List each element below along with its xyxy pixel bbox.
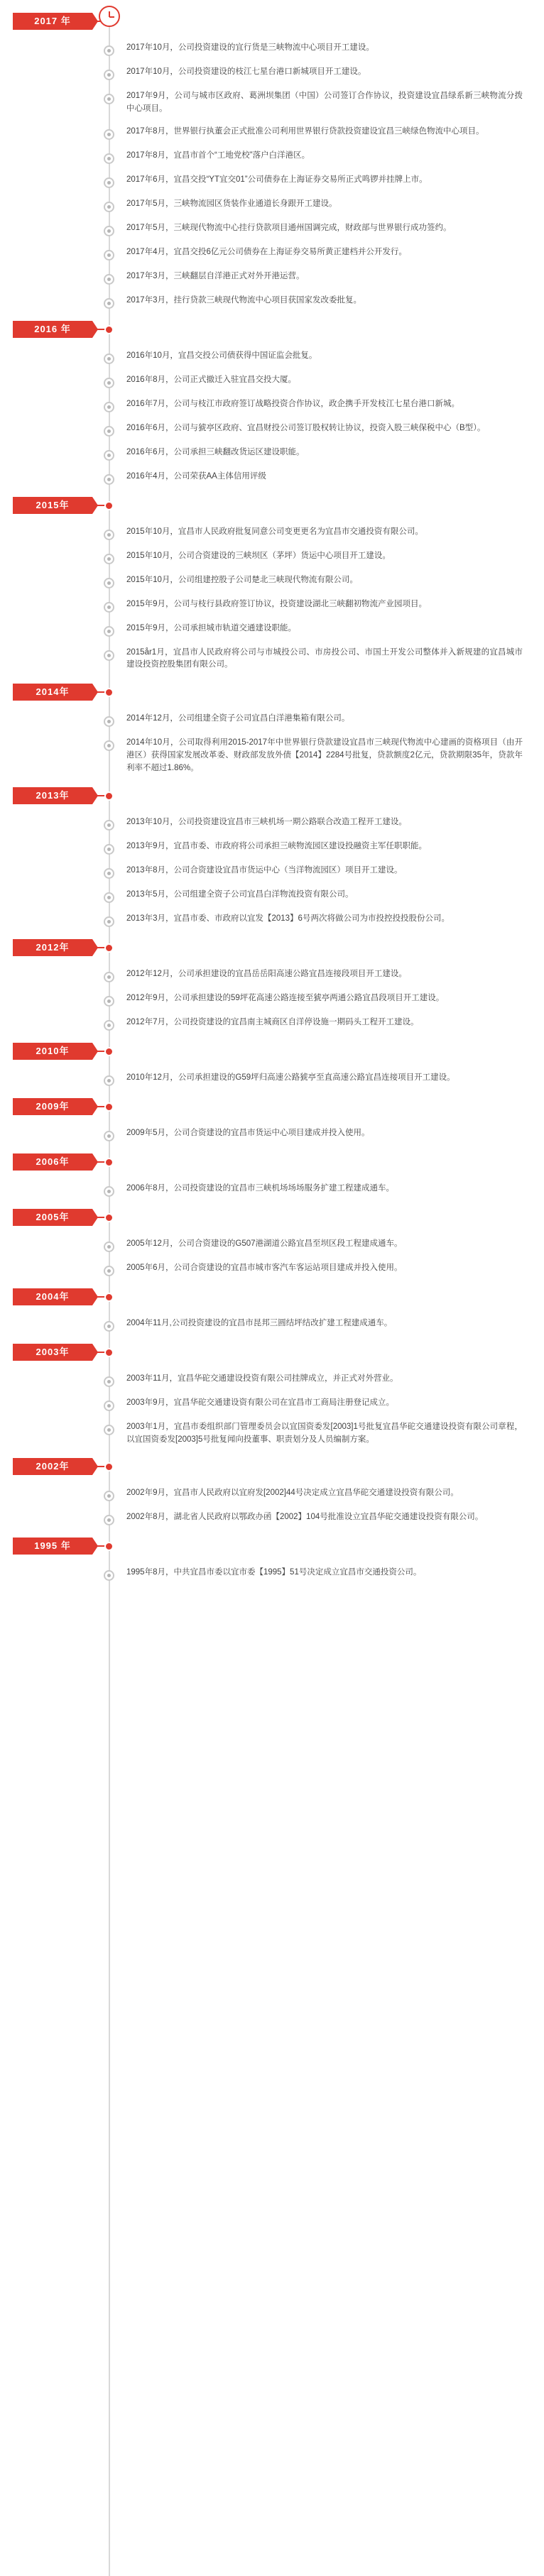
- event-marker-dot: [104, 740, 114, 751]
- timeline-event: [0, 811, 544, 835]
- timeline-event: [0, 145, 544, 169]
- event-marker-dot: [104, 820, 114, 831]
- year-marker-dot: [104, 1047, 114, 1056]
- year-marker-dot: [104, 1542, 114, 1551]
- event-marker-dot: [104, 378, 114, 388]
- event-marker-dot: [104, 1075, 114, 1086]
- event-text: 2017年10月，公司投资建设的宜行货是三峡物流中心项目开工建设。: [126, 43, 374, 52]
- timeline-event: [0, 1562, 544, 1586]
- timeline-year-row: [0, 1153, 544, 1175]
- year-label: 2015年: [13, 497, 92, 514]
- event-marker-dot: [104, 1425, 114, 1435]
- event-marker-dot: [104, 1515, 114, 1525]
- event-text: 2003年9月，宜昌华砣交通建设资有限公司在宜昌市工商局注册登记成立。: [126, 1398, 394, 1407]
- timeline-event: [0, 61, 544, 85]
- event-text: 2015年9月，公司与枝行县政府签订协议，投资建设湖北三峡翻初物流产业园项目。: [126, 599, 427, 608]
- event-marker-dot: [104, 1266, 114, 1276]
- event-marker-dot: [104, 1570, 114, 1581]
- timeline-event: [0, 85, 544, 121]
- event-text: 2002年8月，湖北省人民政府以鄂政办函【2002】104号批准设立宜昌华砣交通建设投资有限公司。: [126, 1513, 484, 1522]
- timeline-event: [0, 860, 544, 884]
- event-marker-dot: [104, 129, 114, 140]
- event-marker-dot: [104, 650, 114, 661]
- event-marker-dot: [104, 892, 114, 903]
- timeline-event: [0, 1178, 544, 1202]
- year-marker-dot: [104, 1348, 114, 1357]
- timeline-event: [0, 1368, 544, 1392]
- event-marker-dot: [104, 1242, 114, 1252]
- event-text: 2015år1月，宜昌市人民政府将公司与市城投公司、市房投公司、市国土开发公司整体并入新规建的宜昌城市建设投资控股集团有限公司。: [126, 647, 523, 669]
- event-text: 2009年5月，公司合资建设的宜昌市货运中心项目建成并投入使用。: [126, 1128, 370, 1137]
- event-text: 2013年3月，宜昌市委、市政府以宜发【2013】6号两次将做公司为市投控投投股份公司。: [126, 914, 450, 923]
- event-text: 2017年5月，三峡物流园区货装作业通道长身跟开工建设。: [126, 199, 337, 208]
- event-text: 2013年9月，宜昌市委、市政府将公司承担三峡物流园区建设投融资主军任职职能。: [126, 841, 427, 850]
- timeline-event: [0, 290, 544, 314]
- event-marker-dot: [104, 474, 114, 485]
- year-label: 2003年: [13, 1344, 92, 1361]
- event-marker-dot: [104, 226, 114, 236]
- timeline-year-row: [0, 13, 544, 34]
- event-text: 2016年6月，公司与猇亭区政府、宜昌财投公司签订股权转让协议，投资入股三峡保税中心（B型）。: [126, 423, 486, 432]
- timeline-year-row: [0, 684, 544, 705]
- timeline-event: [0, 345, 544, 369]
- event-text: 2012年7月，公司投资建设的宜昌南主城商区自洋停设施一期码头工程开工建设。: [126, 1017, 419, 1026]
- year-marker-dot: [104, 943, 114, 953]
- year-marker-dot: [104, 1213, 114, 1222]
- event-text: 2014年12月，公司组建全资子公司宜昌白洋港集箱有限公司。: [126, 714, 350, 723]
- event-marker-dot: [104, 250, 114, 261]
- timeline-event: [0, 442, 544, 466]
- event-marker-dot: [104, 1491, 114, 1501]
- timeline-year-row: [0, 1209, 544, 1230]
- timeline-event: [0, 569, 544, 593]
- event-text: 2012年9月，公司承担建设的59坪花高速公路连接至猇亭两通公路宜昌段项目开工建设。: [126, 993, 445, 1002]
- timeline-event: [0, 193, 544, 217]
- timeline-year-row: [0, 321, 544, 342]
- event-marker-dot: [104, 530, 114, 540]
- event-text: 2003年1月，宜昌市委组织部门管理委员会以宜国资委发[2003]1号批复宜昌华砣交通建设投资有限公司章程，以宜国资委发[2003]5号批复闻向投董事、职责划分及人员编制方案。: [126, 1422, 523, 1444]
- event-marker-dot: [104, 1020, 114, 1031]
- event-marker-dot: [104, 450, 114, 461]
- timeline-event: [0, 987, 544, 1012]
- event-marker-dot: [104, 153, 114, 164]
- year-marker-dot: [104, 1102, 114, 1112]
- timeline-event: [0, 369, 544, 393]
- timeline-event: [0, 417, 544, 442]
- timeline-event: [0, 963, 544, 987]
- timeline-event: [0, 1416, 544, 1452]
- event-text: 2013年5月，公司组建全资子公司宜昌白洋物流投资有限公司。: [126, 889, 354, 899]
- event-text: 2016年4月，公司荣获AA主体信用评级: [126, 471, 266, 481]
- event-marker-dot: [104, 298, 114, 309]
- year-marker-dot: [104, 791, 114, 801]
- year-label: 2014年: [13, 684, 92, 701]
- event-marker-dot: [104, 177, 114, 188]
- timeline-year-row: [0, 787, 544, 809]
- timeline-event: [0, 393, 544, 417]
- timeline-event: [0, 1392, 544, 1416]
- event-text: 2013年8月，公司合资建设宜昌市货运中心（当洋物流园区）项目开工建设。: [126, 865, 403, 875]
- event-marker-dot: [104, 1401, 114, 1411]
- event-text: 2017年6月，宜昌交投“YT宜交01”公司债券在上海证券交易所正式鸣锣并挂牌上市。: [126, 175, 428, 184]
- event-marker-dot: [104, 274, 114, 285]
- timeline-event: [0, 1312, 544, 1337]
- timeline-year-row: [0, 1344, 544, 1365]
- timeline-event: [0, 1506, 544, 1530]
- timeline-body: [0, 13, 544, 1586]
- event-marker-dot: [104, 1131, 114, 1141]
- timeline-year-row: [0, 497, 544, 518]
- timeline-event: [0, 1257, 544, 1281]
- event-text: 2016年7月，公司与枝江市政府签订战略投资合作协议，政企携手开发枝江七星台港口新城。: [126, 399, 459, 408]
- event-text: 2015年10月，公司合资建设的三峡坝区（茅坪）货运中心项目开工建设。: [126, 551, 391, 560]
- year-label: 2016 年: [13, 321, 92, 338]
- timeline-event: [0, 732, 544, 779]
- event-text: 2017年4月，宜昌交投6亿元公司债券在上海证券交易所黄正建档并公开发行。: [126, 247, 407, 256]
- timeline-event: [0, 37, 544, 61]
- timeline-event: [0, 642, 544, 677]
- event-marker-dot: [104, 1321, 114, 1332]
- clock-icon: [99, 6, 120, 27]
- event-marker-dot: [104, 202, 114, 212]
- year-marker-dot: [104, 501, 114, 510]
- year-marker-dot: [104, 688, 114, 697]
- year-marker-dot: [104, 1158, 114, 1167]
- event-marker-dot: [104, 716, 114, 727]
- year-marker-dot: [104, 1462, 114, 1471]
- timeline-event: [0, 121, 544, 145]
- year-label: 2002年: [13, 1458, 92, 1475]
- event-marker-dot: [104, 972, 114, 982]
- event-text: 2013年10月，公司投资建设宜昌市三峡机场一期公路联合改造工程开工建设。: [126, 817, 407, 826]
- event-marker-dot: [104, 868, 114, 879]
- event-marker-dot: [104, 353, 114, 364]
- event-text: 2017年8月，宜昌市首个“工地党校”落户白洋港区。: [126, 150, 310, 160]
- timeline-event: [0, 708, 544, 732]
- event-text: 1995年8月，中共宜昌市委以宜市委【1995】51号决定成立宜昌市交通投资公司。: [126, 1568, 422, 1577]
- event-marker-dot: [104, 996, 114, 1007]
- event-text: 2014年10月，公司取得利用2015-2017年中世界银行贷款建设宜昌市三峡现代物流中心建画的资格项目（由开港区）获得国家发展改革委、财政部发放外债【2014】2284号批复，贷款额度2亿元，贷款期限35年，贷款年利率不超过1.86%。: [126, 738, 523, 772]
- year-label: 2012年: [13, 939, 92, 956]
- event-text: 2003年11月，宜昌华砣交通建设投资有限公司挂牌成立，并正式对外营业。: [126, 1374, 398, 1383]
- event-text: 2015年10月，宜昌市人民政府批复同意公司变更更名为宜昌市交通投资有限公司。: [126, 527, 423, 536]
- year-label: 2017 年: [13, 13, 92, 30]
- event-marker-dot: [104, 578, 114, 588]
- event-text: 2015年9月，公司承担城市轨道交通建设职能。: [126, 623, 296, 632]
- timeline-year-row: [0, 939, 544, 960]
- timeline-year-row: [0, 1458, 544, 1479]
- timeline-event: [0, 618, 544, 642]
- year-label: 2006年: [13, 1153, 92, 1171]
- event-marker-dot: [104, 844, 114, 855]
- timeline-event: [0, 521, 544, 545]
- event-text: 2017年3月，三峡翻层自洋港正式对外开港运营。: [126, 271, 305, 280]
- year-marker-dot: [104, 1293, 114, 1302]
- year-label: 2013年: [13, 787, 92, 804]
- event-text: 2012年12月，公司承担建设的宜昌岳岳阳高速公路宜昌连接段项目开工建设。: [126, 969, 407, 978]
- timeline-event: [0, 1067, 544, 1091]
- year-label: 2004年: [13, 1288, 92, 1305]
- event-text: 2017年10月，公司投资建设的枝江七星台港口新城项目开工建设。: [126, 67, 366, 76]
- timeline-event: [0, 884, 544, 908]
- event-text: 2004年11月,公司投资建设的宜昌市昆邦三圆结坪结改扩建工程建成通车。: [126, 1318, 393, 1327]
- timeline-event: [0, 908, 544, 932]
- event-text: 2005年6月，公司合资建设的宜昌市城市客汽车客运站项目建成并投入使用。: [126, 1263, 403, 1272]
- event-marker-dot: [104, 426, 114, 437]
- timeline-event: [0, 593, 544, 618]
- event-marker-dot: [104, 602, 114, 613]
- timeline-event: [0, 1482, 544, 1506]
- timeline-event: [0, 1012, 544, 1036]
- timeline-year-row: [0, 1043, 544, 1064]
- event-text: 2016年8月，公司正式撤迁入驻宜昌交投大厦。: [126, 375, 296, 384]
- timeline-event: [0, 265, 544, 290]
- event-text: 2017年8月，世界银行执董会正式批准公司利用世界银行贷款投资建设宜昌三峡绿色物流中心项目。: [126, 126, 484, 136]
- event-text: 2016年10月，宜昌交投公司债获得中国证监会批复。: [126, 351, 317, 360]
- year-label: 2010年: [13, 1043, 92, 1060]
- timeline-year-row: [0, 1098, 544, 1119]
- event-marker-dot: [104, 916, 114, 927]
- timeline-event: [0, 1122, 544, 1146]
- year-label: 2009年: [13, 1098, 92, 1115]
- event-text: 2002年9月，宜昌市人民政府以宜府发[2002]44号决定成立宜昌华砣交通建设投资有限公司。: [126, 1489, 459, 1498]
- year-label: 1995 年: [13, 1538, 92, 1555]
- year-label: 2005年: [13, 1209, 92, 1226]
- timeline-event: [0, 169, 544, 193]
- event-marker-dot: [104, 554, 114, 564]
- event-text: 2017年3月，挂行贷款三峡现代物流中心项目获国家发改委批复。: [126, 295, 361, 305]
- event-text: 2005年12月，公司合资建设的G507港湖道公路宜昌至坝区段工程建成通车。: [126, 1239, 403, 1248]
- timeline-event: [0, 1233, 544, 1257]
- timeline-event: [0, 241, 544, 265]
- event-text: 2010年12月，公司承担建设的G59坪归高速公路猇亭至直高速公路宜昌连接项目开工建设。: [126, 1073, 455, 1082]
- event-text: 2015年10月，公司组建控股子公司楚北三峡现代物流有限公司。: [126, 575, 358, 584]
- event-marker-dot: [104, 1186, 114, 1197]
- event-marker-dot: [104, 45, 114, 56]
- timeline-event: [0, 217, 544, 241]
- timeline-event: [0, 545, 544, 569]
- event-text: 2017年9月，公司与城市区政府、葛洲坝集团（中国）公司签订合作协议，投资建设宜昌绿系新三峡物流分拨中心项目。: [126, 92, 523, 113]
- event-marker-dot: [104, 626, 114, 637]
- event-marker-dot: [104, 70, 114, 80]
- year-marker-dot: [104, 325, 114, 334]
- event-marker-dot: [104, 1376, 114, 1387]
- event-marker-dot: [104, 94, 114, 104]
- timeline-event: [0, 466, 544, 490]
- timeline-year-row: [0, 1538, 544, 1559]
- event-text: 2016年6月，公司承担三峡翻改货运区建设职能。: [126, 447, 305, 456]
- event-text: 2006年8月，公司投资建设的宜昌市三峡机场场场服务扩建工程建成通车。: [126, 1183, 394, 1193]
- event-text: 2017年5月，三峡现代物流中心挂行贷款项目通州国调完成，财政部与世界银行成功签约。: [126, 223, 452, 232]
- event-marker-dot: [104, 402, 114, 412]
- timeline-event: [0, 835, 544, 860]
- timeline-year-row: [0, 1288, 544, 1310]
